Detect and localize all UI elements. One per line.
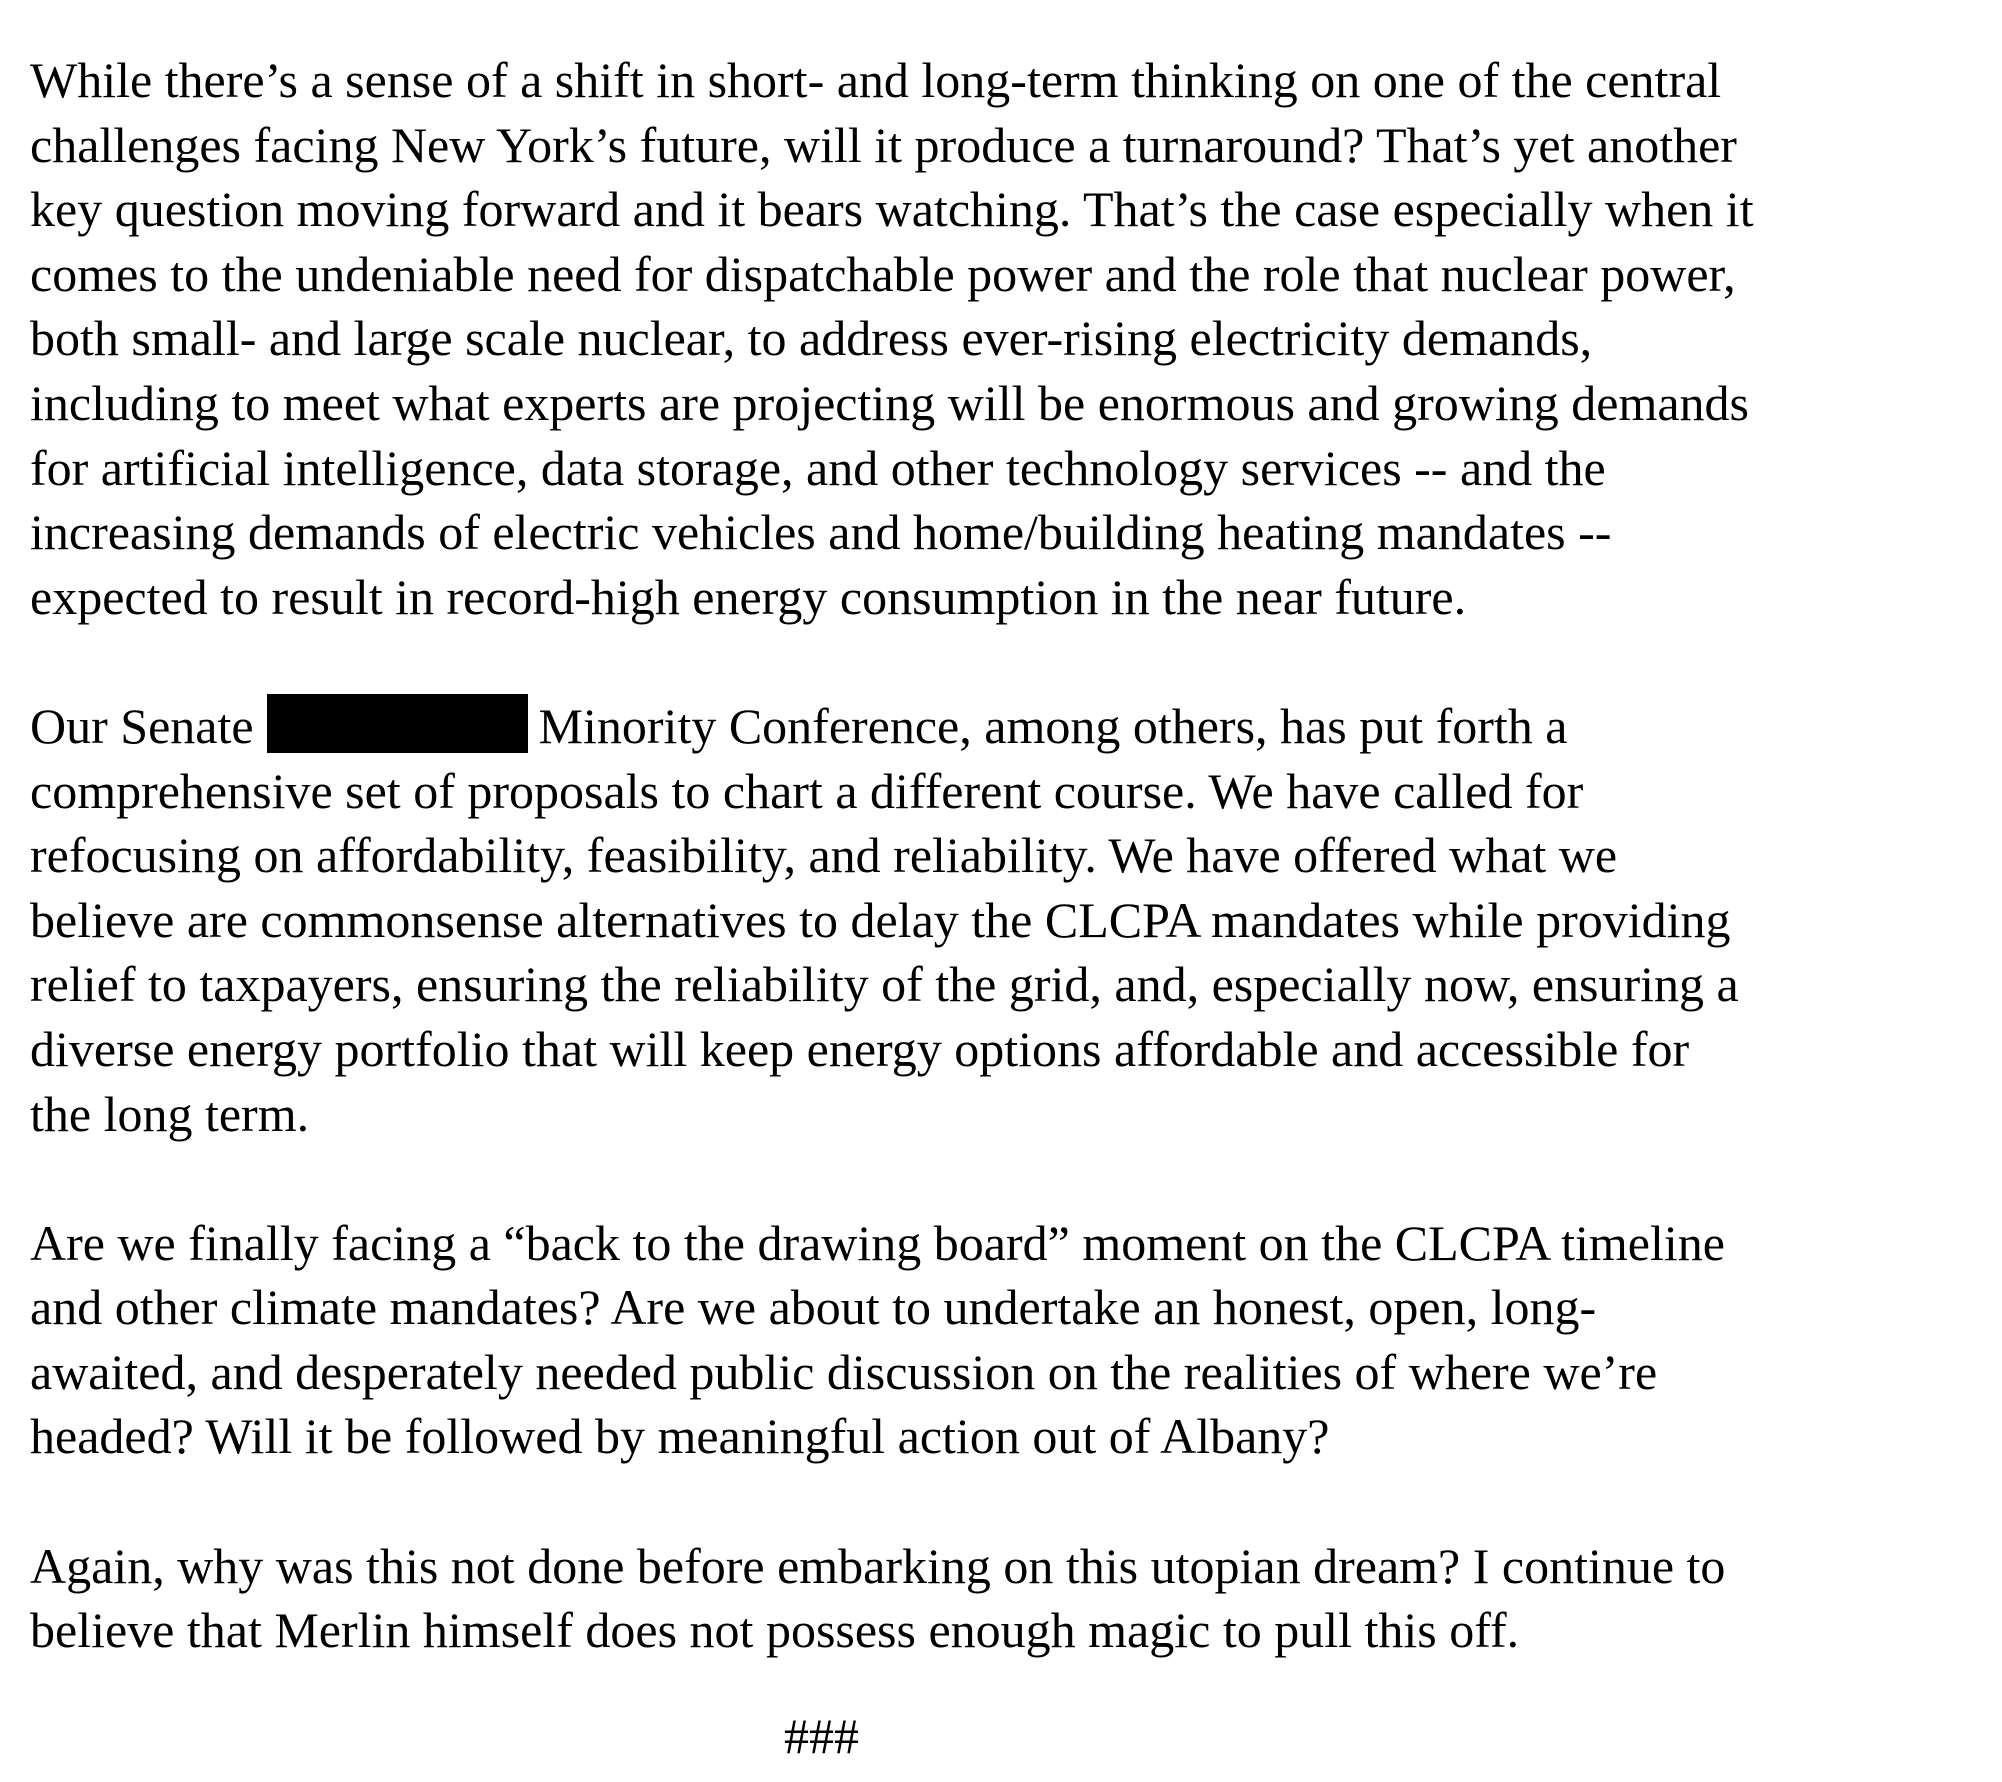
text-line: both small- and large scale nuclear, to address ever-rising electricity demands, [30,310,1593,367]
text-line: relief to taxpayers, ensuring the reliability of the grid, and, especially now, ensuring a [30,956,1739,1013]
text-after-redaction: Minority Conference, among others, has put forth a [538,697,1568,754]
text-line: awaited, and desperately needed public discussion on the realities of where we’re [30,1343,1658,1400]
text-line: increasing demands of electric vehicles and home/building heating mandates -- [30,504,1612,561]
text-line: key question moving forward and it bears watching. That’s the case especially when it [30,181,1754,238]
text-line: While there’s a sense of a shift in short- and long-term thinking on one of the central [30,52,1722,108]
text-line: believe that Merlin himself does not possess enough magic to pull this off. [30,1602,1520,1659]
text-line: comes to the undeniable need for dispatchable power and the role that nuclear power, [30,245,1736,302]
text-before-redaction: Our Senate [30,697,254,754]
text-line: expected to result in record-high energy consumption in the near future. [30,568,1467,625]
paragraph-1 [30,48,1990,629]
text-line: comprehensive set of proposals to chart a different course. We have called for [30,762,1584,819]
text-line: headed? Will it be followed by meaningful action out of Albany? [30,1408,1330,1465]
text-line: Again, why was this not done before embarking on this utopian dream? I continue to [30,1537,1726,1594]
text-line: including to meet what experts are projecting will be enormous and growing demands [30,374,1749,431]
paragraph-4 [30,1534,1990,1663]
text-line: refocusing on affordability, feasibility, and reliability. We have offered what we [30,827,1618,884]
text-line-with-redaction [30,694,1990,759]
text-line: Are we finally facing a “back to the drawing board” moment on the CLCPA timeline [30,1214,1725,1271]
document-body [30,48,1990,1727]
text-line: and other climate mandates? Are we about to undertake an honest, open, long- [30,1279,1597,1336]
paragraph-3 [30,1211,1990,1469]
text-line: believe are commonsense alternatives to delay the CLCPA mandates while providing [30,891,1731,948]
text-line: challenges facing New York’s future, will it produce a turnaround? That’s yet another [30,116,1737,173]
end-mark: ### [784,1708,859,1764]
paragraph-2 [30,694,1990,1146]
redaction-block [267,694,528,753]
text-line: the long term. [30,1085,310,1142]
text-line: for artificial intelligence, data storage, and other technology services -- and the [30,439,1606,496]
text-line: diverse energy portfolio that will keep energy options affordable and accessible for [30,1020,1690,1077]
